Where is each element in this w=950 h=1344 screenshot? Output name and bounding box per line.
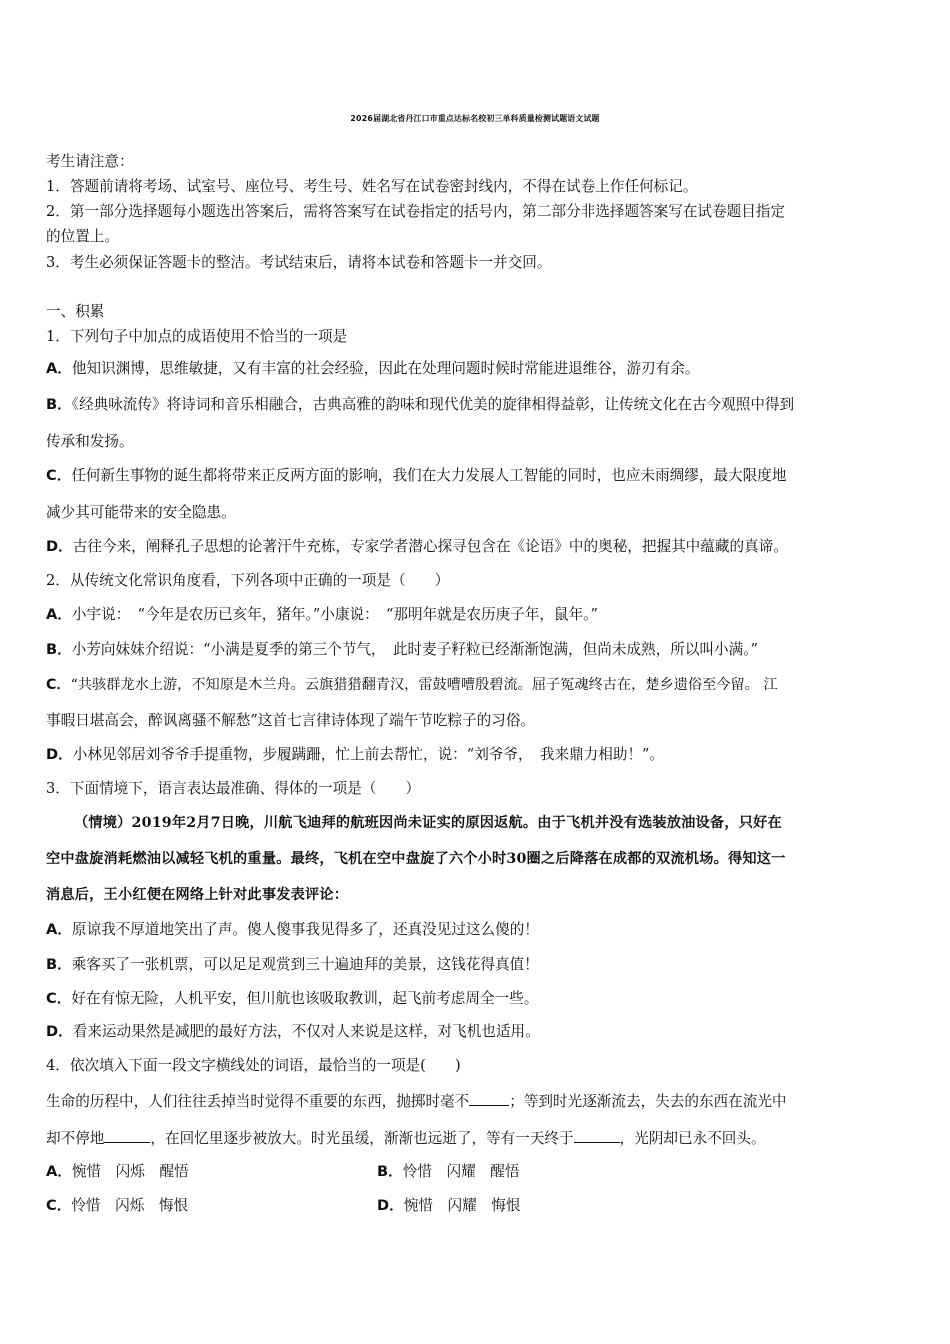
notice-item-1: 1．答题前请将考场、试室号、座位号、考生号、姓名写在试卷密封线内，不得在试卷上作任何标记。 <box>46 178 698 195</box>
passage-text: ，在回忆里逐步被放大。时光虽缓，渐渐也远逝了，等有一天终于 <box>150 1130 574 1147</box>
q1-stem: 1．下列句子中加点的成语使用不恰当的一项是 <box>46 328 348 345</box>
q1-option-b-cont: 传承和发扬。 <box>46 433 134 450</box>
fill-blank-2 <box>104 1128 150 1143</box>
option-label: D． <box>377 1197 404 1214</box>
option-label: A． <box>46 1163 72 1180</box>
option-label: C． <box>46 467 72 484</box>
option-label: B． <box>46 956 72 973</box>
notice-heading: 考生请注意： <box>46 153 134 170</box>
option-text: 怜惜 闪耀 醒悟 <box>402 1163 520 1180</box>
q1-option-c-cont: 减少其可能带来的安全隐患。 <box>46 504 236 521</box>
passage-text: 生命的历程中，人们往往丢掉当时觉得不重要的东西，抛掷时毫不 <box>46 1093 470 1110</box>
option-text: 他知识渊博，思维敏捷，又有丰富的社会经验，因此在处理问题时候时常能进退维谷，游刃有余。 <box>71 360 700 377</box>
q4-passage-line-2 <box>46 1128 766 1149</box>
fill-blank-1 <box>469 1091 509 1106</box>
option-text: 怜惜 闪烁 悔恨 <box>71 1197 189 1214</box>
q3-option-d <box>46 1022 540 1042</box>
option-text: “共骇群龙水上游，不知原是木兰舟。云旗猎猎翻青汉，雷鼓嘈嘈殷碧流。屈子冤魂终古在，楚乡遗俗至今留。 江 <box>70 677 778 693</box>
notice-item-2: 2．第一部分选择题每小题选出答案后，需将答案写在试卷指定的括号内，第二部分非选择题答案写在试卷题目指定 <box>46 203 785 220</box>
option-label: C． <box>46 990 72 1007</box>
q2-option-a <box>46 605 598 625</box>
passage-text: 却不停地 <box>46 1130 105 1147</box>
q3-context-line-1: （情境）2019年2月7日晚，川航飞迪拜的航班因尚未证实的原因返航。由于飞机并没有选装放油设备，只好在 <box>74 815 782 831</box>
q1-option-b <box>46 395 794 415</box>
option-text: 好在有惊无险，人机平安，但川航也该吸取教训，起飞前考虑周全一些。 <box>71 990 539 1007</box>
q4-option-d <box>377 1196 520 1216</box>
q2-stem: 2．从传统文化常识角度看，下列各项中正确的一项是（ ） <box>46 572 450 589</box>
option-text: 惋惜 闪烁 醒悟 <box>71 1163 189 1180</box>
option-label: D． <box>46 746 73 763</box>
option-label: B． <box>377 1163 403 1180</box>
option-label: D． <box>46 538 73 555</box>
q4-passage-line-1 <box>46 1091 787 1112</box>
q4-stem: 4．依次填入下面一段文字横线处的词语，最恰当的一项是( ) <box>46 1057 461 1074</box>
option-text: 任何新生事物的诞生都将带来正反两方面的影响，我们在大力发展人工智能的同时，也应未雨绸缪，最大限度地 <box>71 467 787 484</box>
notice-item-2-cont: 的位置上。 <box>46 228 119 245</box>
section-heading: 一、积累 <box>46 303 105 320</box>
q3-option-b <box>46 955 539 975</box>
option-label: C． <box>46 1197 72 1214</box>
option-text: 惋惜 闪耀 悔恨 <box>403 1197 521 1214</box>
notice-item-3: 3．考生必须保证答题卡的整洁。考试结束后，请将本试卷和答题卡一并交回。 <box>46 254 552 271</box>
q3-option-a <box>46 920 539 940</box>
passage-text: ；等到时光逐渐流去，失去的东西在流光中 <box>509 1093 787 1110</box>
option-label: B． <box>46 396 72 413</box>
option-text: 看来运动果然是减肥的最好方法，不仅对人来说是这样，对飞机也适用。 <box>72 1023 540 1040</box>
option-label: A． <box>46 606 72 623</box>
q4-option-a <box>46 1162 189 1182</box>
option-text: 小芳向妹妹介绍说：“小满是夏季的第三个节气， 此时麦子籽粒已经渐渐饱满，但尚未成熟，所以叫小满。” <box>71 641 758 658</box>
q3-context-line-3: 消息后，王小红便在网络上针对此事发表评论： <box>46 887 349 903</box>
option-label: B． <box>46 641 72 658</box>
option-text: 古往今来，阐释孔子思想的论著汗牛充栋，专家学者潜心探寻包含在《论语》中的奥秘，把握其中蕴藏的真谛。 <box>72 538 788 555</box>
q1-option-a <box>46 359 699 379</box>
q2-option-c-cont: 事暇日堪高会，醉讽离骚不解愁”这首七言律诗体现了端午节吃粽子的习俗。 <box>46 712 536 729</box>
option-text: 乘客买了一张机票，可以足足观赏到三十遍迪拜的美景，这钱花得真值！ <box>71 956 539 973</box>
passage-text: ，光阴却已永不回头。 <box>619 1130 766 1147</box>
q3-stem: 3．下面情境下，语言表达最准确、得体的一项是（ ） <box>46 780 421 797</box>
q1-option-c <box>46 466 786 486</box>
q2-option-b <box>46 640 758 660</box>
q1-option-d <box>46 537 788 557</box>
option-label: A． <box>46 921 72 938</box>
option-label: A． <box>46 360 72 377</box>
q2-option-c <box>46 675 778 695</box>
option-text: 原谅我不厚道地笑出了声。傻人傻事我见得多了，还真没见过这么傻的！ <box>71 921 539 938</box>
option-text: 小宇说： “今年是农历已亥年，猪年。”小康说： “那明年就是农历庚子年，鼠年。” <box>71 606 598 623</box>
q4-option-b <box>377 1162 519 1182</box>
option-text: 《经典咏流传》将诗词和音乐相融合，古典高雅的韵味和现代优美的旋律相得益彰，让传统文化在古今观照中得到 <box>71 396 795 413</box>
q4-option-c <box>46 1196 188 1216</box>
option-label: C． <box>46 677 71 693</box>
q3-context-line-2: 空中盘旋消耗燃油以减轻飞机的重量。最终，飞机在空中盘旋了六个小时30圈之后降落在成都的双流机场。得知这一 <box>46 851 786 867</box>
document-title: 2026届湖北省丹江口市重点达标名校初三单科质量检测试题语文试题 <box>350 114 600 123</box>
q2-option-d <box>46 745 664 765</box>
option-label: D． <box>46 1023 73 1040</box>
option-text: 小林见邻居刘爷爷手提重物，步履蹒跚，忙上前去帮忙，说：“刘爷爷， 我来鼎力相助！”。 <box>72 746 665 763</box>
fill-blank-3 <box>574 1128 620 1143</box>
q3-option-c <box>46 989 538 1009</box>
